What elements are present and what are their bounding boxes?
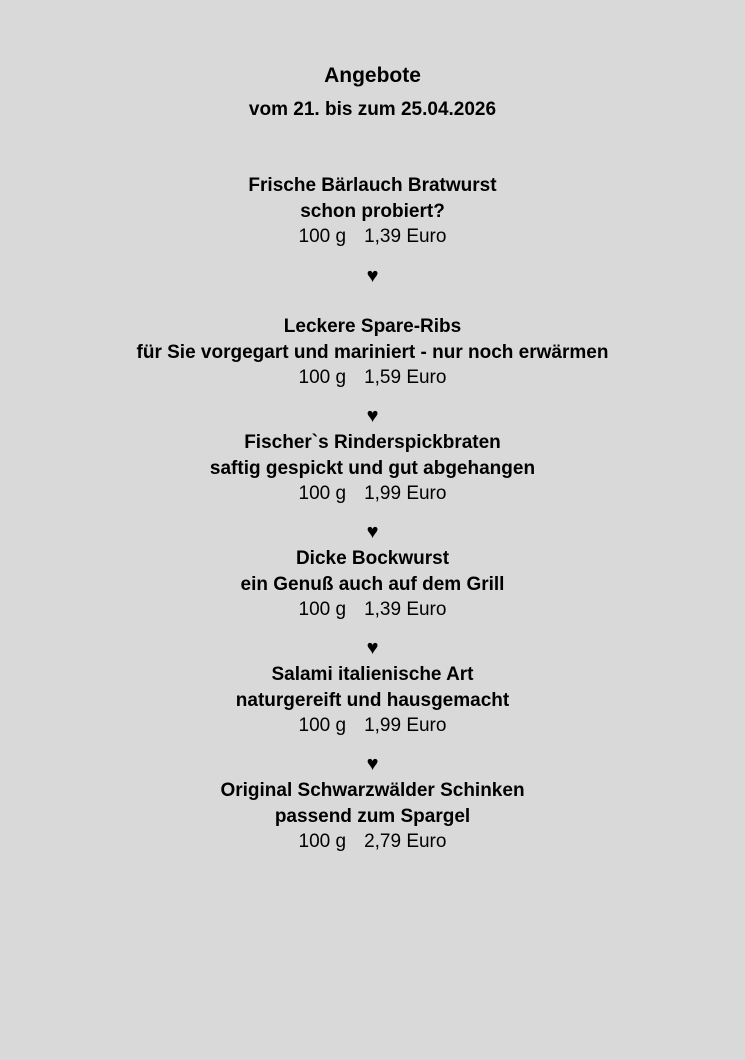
- offer-price-line: [0, 713, 745, 739]
- heart-separator-icon: ♥: [366, 265, 379, 287]
- heart-separator-icon: ♥: [366, 521, 379, 543]
- heart-separator-icon: ♥: [366, 405, 379, 427]
- offer-price-line: [0, 224, 745, 250]
- offer-price: 2,79 Euro: [364, 831, 447, 852]
- offer-item: [0, 430, 745, 507]
- offer-item: [0, 662, 745, 739]
- heart-separator-icon: ♥: [366, 637, 379, 659]
- date-range: vom 21. bis zum 25.04.2026: [248, 99, 497, 120]
- offer-description: saftig gespickt und gut abgehangen: [209, 457, 536, 479]
- offer-description: für Sie vorgegart und mariniert - nur noch erwärmen: [136, 341, 609, 363]
- offer-item: [0, 173, 745, 250]
- offer-item: [0, 314, 745, 391]
- offer-name: Frische Bärlauch Bratwurst: [248, 175, 497, 196]
- offer-name: Salami italienische Art: [271, 664, 474, 685]
- offer-name: Dicke Bockwurst: [295, 548, 450, 569]
- offer-quantity: 100 g: [298, 367, 347, 388]
- offer-price: 1,59 Euro: [364, 367, 447, 388]
- offer-price: 1,99 Euro: [364, 483, 447, 504]
- offer-description: naturgereift und hausgemacht: [235, 689, 510, 711]
- offer-price: 1,99 Euro: [364, 715, 447, 736]
- offer-price-line: [0, 365, 745, 391]
- offer-quantity: 100 g: [298, 599, 347, 620]
- offer-price-line: [0, 829, 745, 855]
- page-title: Angebote: [324, 64, 421, 87]
- offer-quantity: 100 g: [298, 715, 347, 736]
- offer-name: Leckere Spare-Ribs: [283, 316, 462, 337]
- offer-quantity: 100 g: [298, 483, 347, 504]
- heart-separator-icon: ♥: [366, 753, 379, 775]
- offer-quantity: 100 g: [298, 226, 347, 247]
- offer-price: 1,39 Euro: [364, 599, 447, 620]
- offer-price: 1,39 Euro: [364, 226, 447, 247]
- offer-name: Original Schwarzwälder Schinken: [220, 780, 525, 801]
- offer-description: schon probiert?: [300, 200, 445, 222]
- offer-description: passend zum Spargel: [274, 805, 471, 827]
- offer-price-line: [0, 481, 745, 507]
- offer-item: [0, 778, 745, 855]
- offer-description: ein Genuß auch auf dem Grill: [240, 573, 505, 595]
- offer-price-line: [0, 597, 745, 623]
- offer-item: [0, 546, 745, 623]
- offer-name: Fischer`s Rinderspickbraten: [244, 432, 501, 453]
- offer-quantity: 100 g: [298, 831, 347, 852]
